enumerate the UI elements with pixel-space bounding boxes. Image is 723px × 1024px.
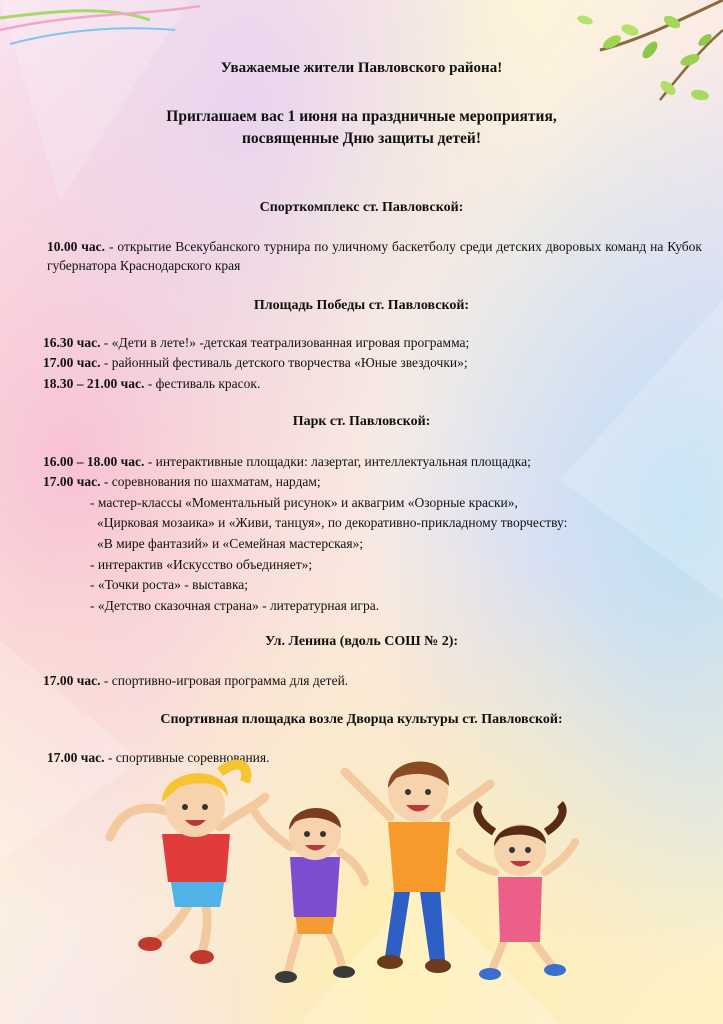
schedule-item	[43, 452, 531, 471]
invitation-heading	[0, 106, 723, 150]
sub-item: - «Точки роста» - выставка;	[90, 577, 249, 592]
girl-blonde-illustration	[110, 765, 265, 964]
venue-heading: Ул. Ленина (вдоль СОШ № 2):	[264, 634, 459, 649]
sub-item: - мастер-классы «Моментальный рисунок» и аквагрим «Озорные краски»,	[90, 495, 518, 510]
jumping-children-illustration	[100, 752, 620, 1014]
schedule-item	[43, 472, 321, 491]
event-text: - открытие Всекубанского турнира по уличному баскетболу среди детских дворовых команд на Кубок губернатора Краснодарского края	[47, 239, 702, 273]
boy-orange-shirt-illustration	[345, 761, 490, 973]
venue-heading: Спортивная площадка возле Дворца культуры ст. Павловской:	[160, 712, 563, 727]
event-text: - интерактивные площадки: лазертаг, интеллектуальная площадка;	[144, 454, 531, 469]
event-time: 17.00 час.	[43, 355, 101, 370]
event-text: - «Дети в лете!» -детская театрализованная игровая программа;	[100, 335, 470, 350]
event-text: - фестиваль красок.	[144, 376, 261, 391]
schedule-item	[43, 333, 469, 352]
sub-item: «В мире фантазий» и «Семейная мастерская»;	[97, 536, 364, 551]
schedule-item	[43, 671, 348, 690]
event-time: 17.00 час.	[47, 750, 105, 765]
event-time: 10.00 час.	[47, 239, 106, 254]
sub-item: «Цирковая мозаика» и «Живи, танцуя», по декоративно-прикладному творчеству:	[97, 515, 568, 530]
event-time: 18.30 – 21.00 час.	[43, 376, 145, 391]
invitation-line: посвященные Дню защиты детей!	[241, 130, 481, 147]
schedule-item	[47, 237, 702, 275]
greeting-heading: Уважаемые жители Павловского района!	[220, 60, 503, 76]
venue-heading: Площадь Победы ст. Павловской:	[253, 298, 470, 313]
venue-heading: Парк ст. Павловской:	[292, 414, 431, 429]
sub-item: - «Детство сказочная страна» - литературная игра.	[90, 598, 380, 613]
event-time: 16.30 час.	[43, 335, 101, 350]
schedule-item	[43, 353, 468, 372]
schedule-item	[43, 374, 260, 393]
event-time: 16.00 – 18.00 час.	[43, 454, 145, 469]
event-text: - соревнования по шахматам, нардам;	[100, 474, 321, 489]
sub-item: - интерактив «Искусство объединяет»;	[90, 557, 313, 572]
event-time: 17.00 час.	[43, 474, 101, 489]
event-text: - спортивные соревнования.	[104, 750, 270, 765]
girl-pigtails-illustration	[460, 804, 575, 980]
venue-heading: Спорткомплекс ст. Павловской:	[259, 200, 464, 215]
boy-purple-shirt-illustration	[255, 808, 365, 983]
invitation-line: Приглашаем вас 1 июня на праздничные мероприятия,	[166, 108, 557, 125]
event-time: 17.00 час.	[43, 673, 101, 688]
event-text: - спортивно-игровая программа для детей.	[100, 673, 349, 688]
event-text: - районный фестиваль детского творчества «Юные звездочки»;	[100, 355, 468, 370]
